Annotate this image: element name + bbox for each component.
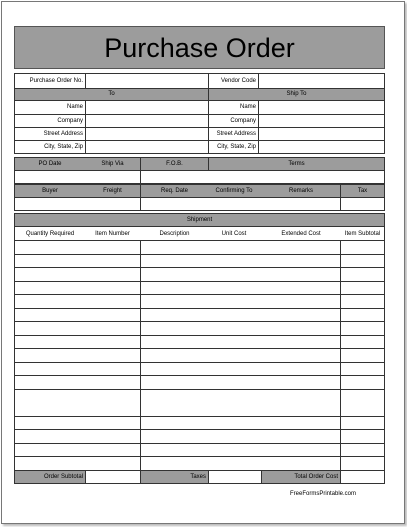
table-row[interactable]	[15, 282, 140, 294]
ship-company-label: Company	[230, 118, 256, 124]
ship-city-label: City, State, Zip	[217, 144, 256, 150]
page-title: Purchase Order	[14, 26, 385, 69]
ship-to-label: Ship To	[286, 91, 307, 97]
po-date-field[interactable]	[15, 171, 140, 183]
ship-street-label: Street Address	[216, 131, 256, 137]
order-subtotal-label: Order Subtotal	[43, 474, 83, 480]
table-row[interactable]	[15, 295, 140, 308]
to-company-label: Company	[57, 118, 83, 124]
column-header-description: Description	[159, 231, 190, 237]
ship-name-field[interactable]	[259, 101, 384, 114]
taxes-field[interactable]	[209, 471, 261, 483]
to-company-field[interactable]	[86, 115, 208, 127]
req-date-label: Req. Date	[160, 188, 188, 194]
po-date-label: PO Date	[38, 161, 62, 167]
table-row[interactable]	[15, 241, 140, 254]
to-city-label: City, State, Zip	[44, 144, 83, 150]
po-number-label: Purchase Order No.	[29, 78, 83, 84]
buyer-label: Buyer	[42, 188, 58, 194]
ship-street-field[interactable]	[259, 128, 384, 140]
ship-city-field[interactable]	[259, 141, 384, 153]
confirming-to-label: Confirming To	[215, 188, 253, 194]
to-name-field[interactable]	[86, 101, 208, 114]
terms-label: Terms	[288, 161, 305, 167]
taxes-label: Taxes	[190, 474, 206, 480]
remarks-field[interactable]	[141, 198, 340, 210]
buyer-field[interactable]	[15, 198, 140, 210]
column-header-extended-cost: Extended Cost	[281, 231, 321, 237]
vendor-code-label: Vendor Code	[220, 78, 256, 84]
to-label: To	[108, 91, 115, 97]
column-header-item-number: Item Number	[95, 231, 130, 237]
freight-label: Freight	[103, 188, 122, 194]
ship-via-label: Ship Via	[101, 161, 124, 167]
ship-company-field[interactable]	[259, 115, 384, 127]
to-name-label: Name	[66, 104, 83, 110]
po-number-field[interactable]	[86, 74, 208, 88]
to-city-field[interactable]	[86, 141, 208, 153]
remarks-label: Remarks	[288, 188, 313, 194]
footer-credit: FreeFormsPrintable.com	[290, 491, 357, 497]
ship-name-label: Name	[239, 104, 256, 110]
tax-field[interactable]	[341, 198, 384, 210]
column-header-quantity: Quantity Required	[25, 231, 75, 237]
to-street-label: Street Address	[43, 131, 83, 137]
table-row[interactable]	[15, 268, 140, 281]
shipment-title: Shipment	[186, 217, 213, 223]
terms-field[interactable]	[141, 171, 384, 183]
order-subtotal-field[interactable]	[86, 471, 140, 483]
column-header-item-subtotal: Item Subtotal	[344, 231, 381, 237]
total-order-cost-label: Total Order Cost	[294, 474, 338, 480]
vendor-code-field[interactable]	[259, 74, 384, 88]
tax-label: Tax	[357, 188, 368, 194]
total-order-cost-field[interactable]	[341, 471, 384, 483]
column-header-unit-cost: Unit Cost	[221, 231, 247, 237]
table-row[interactable]	[15, 255, 140, 267]
fob-label: F.O.B.	[166, 161, 183, 167]
to-street-field[interactable]	[86, 128, 208, 140]
